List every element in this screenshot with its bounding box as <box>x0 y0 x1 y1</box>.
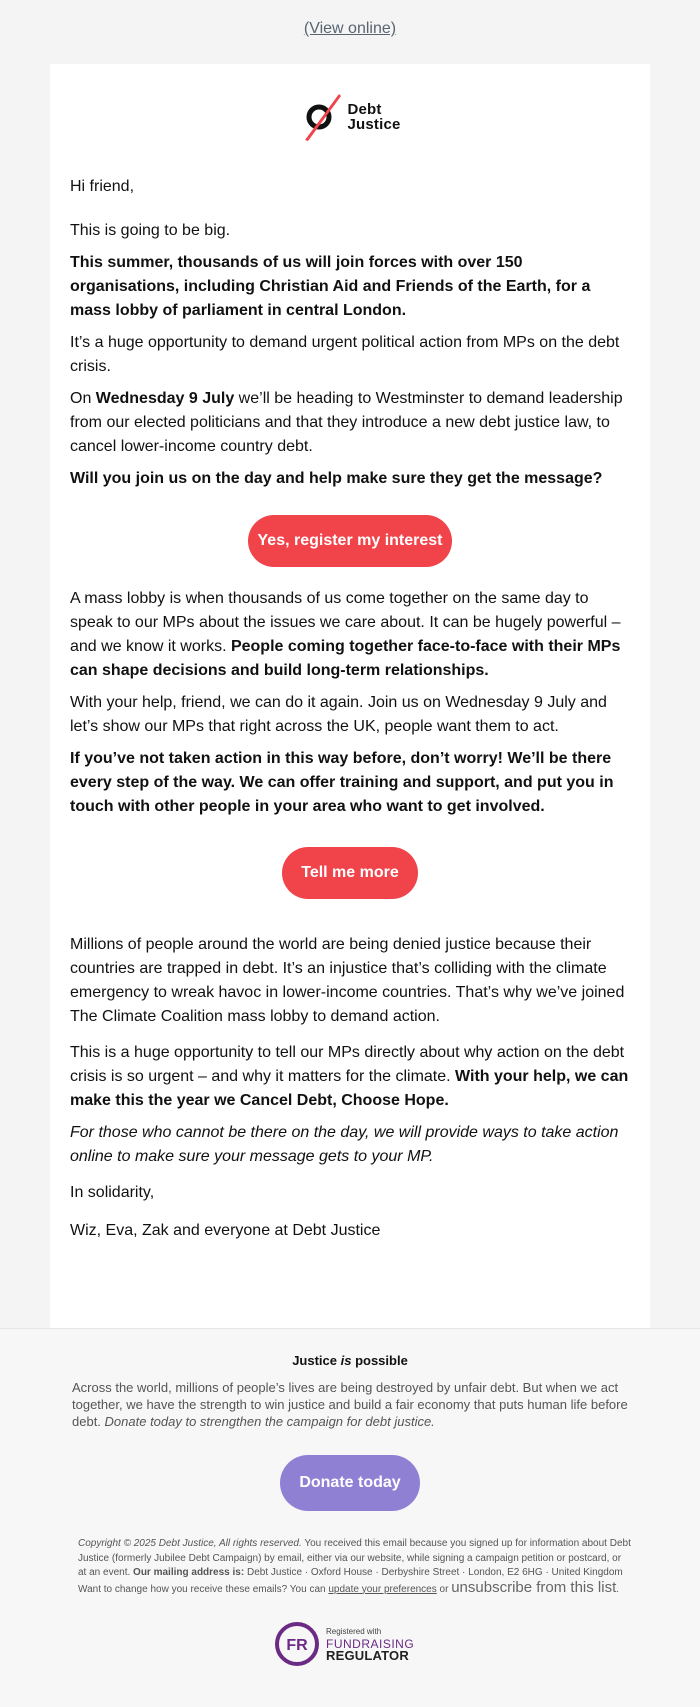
footer-title <box>0 1353 700 1368</box>
regulator-text <box>326 1626 414 1662</box>
debt-justice-logo-icon <box>299 90 345 144</box>
climate-text: This is a huge opportunity to tell our MPs directly about why action on the debt crisis is so urgent – and why it matters for the climate. <box>70 1044 625 1085</box>
paragraph-support: If you’ve not taken action in this way before, don’t worry! We’ll be there every step of the way. We can offer training and support, and put you in touch with other people in your area who want to get involved. <box>70 750 614 815</box>
legal-text <box>78 1537 632 1597</box>
footer-title-post: possible <box>351 1353 408 1368</box>
register-interest-button[interactable]: Yes, register my interest <box>248 515 452 567</box>
email-body <box>70 175 630 1243</box>
fundraising-regulator-badge[interactable] <box>274 1619 434 1669</box>
paragraph-mass-lobby <box>70 587 630 683</box>
footer-title-italic: is <box>340 1353 352 1368</box>
paragraph-millions: Millions of people around the world are being denied justice because their countries are trapped in debt. It’s an injustice that’s colliding with the climate emergency to wreak havoc in lower-income countries. That’s why we’ve joined The Climate Coalition mass lobby to demand action. <box>70 936 625 1025</box>
footer-text <box>72 1379 632 1430</box>
paragraph-climate <box>70 1041 630 1113</box>
date-suffix: we’ll be heading to Westminster to demand leadership from our elected politicians and that they introduce a new debt justice law, to cancel lower-income country debt. <box>70 390 623 455</box>
legal-reason: You received this email because you signed up for information about Debt Justice (formerly Jubilee Debt Campaign) by email, either via our website, while signing a campaign petition or postcard, or at an event. <box>78 1538 631 1578</box>
paragraph-online: For those who cannot be there on the day, we will provide ways to take action online to make sure your message gets to your MP. <box>70 1124 619 1165</box>
climate-emphasis: With your help, we can make this the year we Cancel Debt, Choose Hope. <box>70 1068 629 1109</box>
footer-text-main: Across the world, millions of people’s lives are being destroyed by unfair debt. But when we act together, we have the strength to win justice and build a fair economy that puts human life before debt. <box>72 1380 628 1429</box>
regulator-badge-letters: FR <box>286 1637 308 1654</box>
date-prefix: On <box>70 390 96 407</box>
tell-me-more-button[interactable]: Tell me more <box>282 847 418 899</box>
fundraising-regulator-icon <box>274 1621 320 1667</box>
mailing-address: Debt Justice · Oxford House · Derbyshire Street · London, E2 6HG · United Kingdom <box>244 1567 623 1578</box>
footer-title-pre: Justice <box>292 1353 341 1368</box>
email-card <box>50 64 650 1328</box>
mass-lobby-emphasis: People coming together face-to-face with their MPs can shape decisions and build long-term relationships. <box>70 638 621 679</box>
donate-button[interactable]: Donate today <box>280 1455 420 1511</box>
legal-period: . <box>616 1583 620 1595</box>
change-text: Want to change how you receive these emails? You can <box>78 1583 329 1595</box>
footer <box>0 1328 700 1707</box>
regulator-mid: FUNDRAISING <box>326 1637 415 1651</box>
unsubscribe-link[interactable]: unsubscribe from this list <box>451 1578 617 1596</box>
view-online-link[interactable]: (View online) <box>303 20 397 37</box>
sign-off: In solidarity, <box>70 1184 155 1201</box>
paragraph-intro: This is going to be big. <box>70 222 231 239</box>
paragraph-join-question: Will you join us on the day and help make sure they get the message? <box>70 470 603 487</box>
regulator-small: Registered with <box>326 1627 382 1636</box>
paragraph-date <box>70 387 630 459</box>
paragraph-help: With your help, friend, we can do it again. Join us on Wednesday 9 July and let’s show our MPs that right across the UK, people want them to act. <box>70 694 607 735</box>
debt-justice-logo[interactable] <box>50 90 650 144</box>
paragraph-opportunity: It’s a huge opportunity to demand urgent political action from MPs on the debt crisis. <box>70 334 620 375</box>
logo-line-1: Debt <box>347 101 382 118</box>
signature: Wiz, Eva, Zak and everyone at Debt Justice <box>70 1222 381 1239</box>
update-preferences-link[interactable]: update your preferences <box>328 1583 437 1595</box>
cta-row-register <box>70 515 630 567</box>
mailing-label: Our mailing address is: <box>133 1567 245 1578</box>
copyright: Copyright © 2025 Debt Justice, All rights reserved. <box>78 1538 302 1549</box>
or-text: or <box>436 1583 452 1595</box>
greeting: Hi friend, <box>70 178 135 195</box>
mass-lobby-text: A mass lobby is when thousands of us come together on the same day to speak to our MPs about the issues we care about. It can be hugely powerful – and we know it works. <box>70 590 621 655</box>
view-online-bar <box>0 20 700 38</box>
logo-line-2: Justice <box>347 116 401 133</box>
cta-row-more <box>70 847 630 899</box>
regulator-big: REGULATOR <box>326 1648 409 1663</box>
logo-wordmark <box>347 102 400 132</box>
footer-text-donate-appeal: Donate today to strengthen the campaign for debt justice. <box>104 1414 435 1429</box>
event-date: Wednesday 9 July <box>95 390 235 407</box>
paragraph-summer-lobby: This summer, thousands of us will join forces with over 150 organisations, including Christian Aid and Friends of the Earth, for a mass lobby of parliament in central London. <box>70 254 591 319</box>
